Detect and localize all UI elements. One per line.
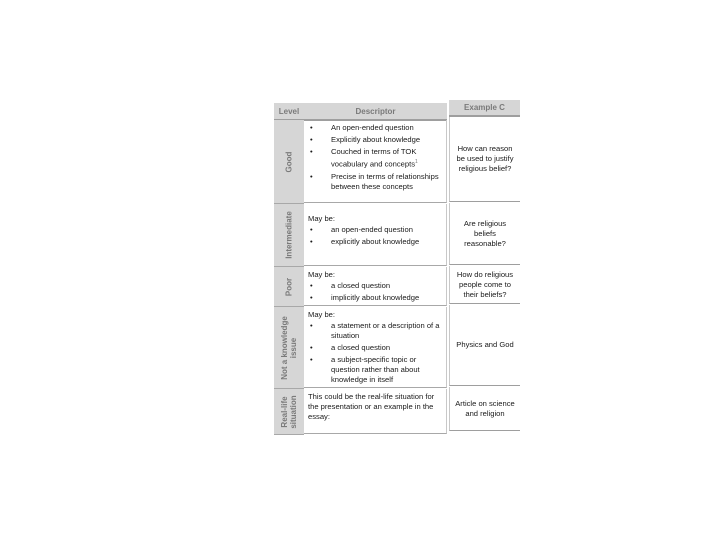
level-cell-intermediate	[274, 204, 304, 267]
descriptor-bullet: • a statement or a description of a situation	[308, 321, 442, 341]
descriptor-list	[308, 225, 442, 247]
descriptor-list	[308, 321, 442, 385]
level-label: Intermediate	[284, 211, 294, 259]
example-cell-intermediate: Are religious beliefs reasonable?	[449, 203, 520, 265]
descriptor-bullet	[308, 147, 442, 170]
level-cell-real-life-situation	[274, 389, 304, 435]
level-label: Poor	[284, 277, 294, 296]
descriptor-intro: This could be the real-life situation for the presentation or an example in the essay:	[308, 392, 435, 421]
level-cell-good	[274, 120, 304, 204]
descriptor-bullet: • a closed question	[308, 343, 442, 353]
descriptor-bullet: • an open-ended question	[308, 225, 442, 235]
example-cell-poor: How do religious people come to their beliefs?	[449, 266, 520, 304]
descriptor-bullet: • implicitly about knowledge	[308, 293, 442, 303]
level-cell-not-a-knowledge-issue	[274, 307, 304, 389]
descriptor-list	[308, 123, 442, 192]
descriptor-cell-poor	[304, 267, 447, 306]
header-example: Example C	[449, 100, 520, 117]
level-label: Good	[284, 151, 294, 172]
descriptor-list	[308, 281, 442, 303]
descriptor-intro: May be:	[308, 214, 336, 223]
descriptor-cell-not-a-knowledge-issue	[304, 307, 447, 388]
example-cell-real-life-situation: Article on science and religion	[449, 387, 520, 431]
descriptor-bullet: • a closed question	[308, 281, 442, 291]
level-label: Real-life situation	[280, 394, 298, 429]
descriptor-bullet: • explicitly about knowledge	[308, 237, 442, 247]
header-descriptor: Descriptor	[304, 103, 447, 121]
descriptor-intro: May be:	[308, 310, 336, 319]
footnote-marker: 1	[415, 159, 418, 165]
descriptor-bullet-text: Couched in terms of TOK vocabulary and concepts	[331, 147, 417, 169]
descriptor-bullet: • a subject-specific topic or question rather than about knowledge in itself	[308, 355, 442, 385]
descriptor-cell-good	[304, 120, 447, 203]
descriptor-intro: May be:	[308, 270, 336, 279]
example-cell-not-a-knowledge-issue: Physics and God	[449, 305, 520, 386]
header-level: Level	[274, 103, 304, 121]
descriptor-cell-intermediate	[304, 204, 447, 266]
level-cell-poor	[274, 267, 304, 307]
descriptor-cell-real-life-situation	[304, 389, 447, 434]
level-label: Not a knowledge issue	[280, 315, 298, 380]
descriptor-bullet: • Precise in terms of relationships between these concepts	[308, 172, 442, 192]
descriptor-bullet: • An open-ended question	[308, 123, 442, 133]
example-cell-good: How can reason be used to justify religious belief?	[449, 117, 520, 202]
descriptor-bullet: • Explicitly about knowledge	[308, 135, 442, 145]
